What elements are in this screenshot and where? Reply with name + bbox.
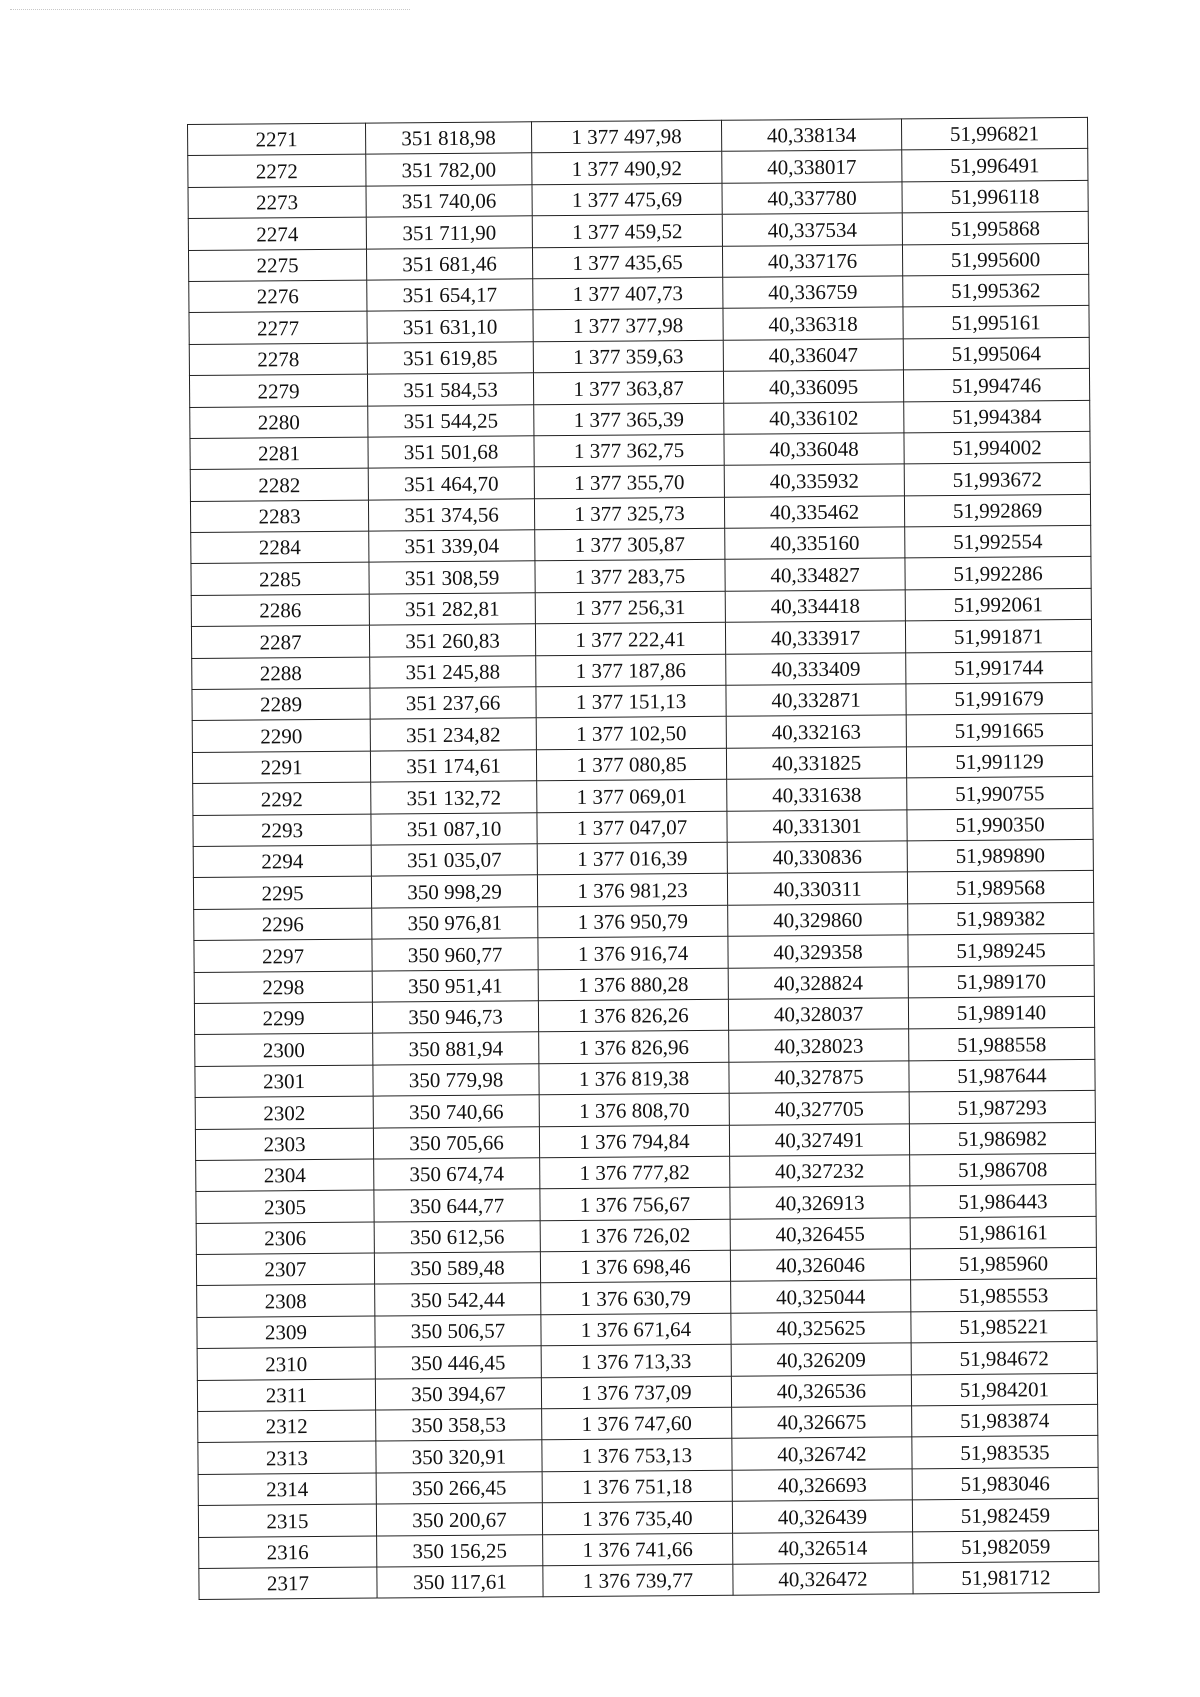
y-coordinate-cell: 1 376 739,77 <box>543 1564 733 1597</box>
longitude-cell: 51,991665 <box>906 714 1092 747</box>
longitude-cell: 51,996118 <box>902 180 1088 213</box>
latitude-cell: 40,336759 <box>723 276 903 309</box>
point-number-cell: 2293 <box>193 814 371 847</box>
x-coordinate-cell: 351 654,17 <box>367 279 533 312</box>
longitude-cell: 51,989568 <box>907 871 1093 904</box>
x-coordinate-cell: 351 339,04 <box>369 530 535 563</box>
y-coordinate-cell: 1 376 777,82 <box>540 1156 730 1189</box>
y-coordinate-cell: 1 376 819,38 <box>539 1062 729 1095</box>
x-coordinate-cell: 351 234,82 <box>370 718 536 751</box>
longitude-cell: 51,991129 <box>906 745 1092 778</box>
point-number-cell: 2315 <box>198 1504 376 1537</box>
x-coordinate-cell: 351 308,59 <box>369 561 535 594</box>
scan-artifact-line <box>10 9 410 10</box>
y-coordinate-cell: 1 377 187,86 <box>536 654 726 687</box>
y-coordinate-cell: 1 377 475,69 <box>532 183 722 216</box>
latitude-cell: 40,331825 <box>726 747 906 780</box>
latitude-cell: 40,334827 <box>725 558 905 591</box>
point-number-cell: 2282 <box>190 468 368 501</box>
longitude-cell: 51,985553 <box>911 1279 1097 1312</box>
point-number-cell: 2277 <box>189 311 367 344</box>
x-coordinate-cell: 351 681,46 <box>366 247 532 280</box>
longitude-cell: 51,993672 <box>904 463 1090 496</box>
y-coordinate-cell: 1 376 726,02 <box>540 1219 730 1252</box>
coordinates-table-body <box>188 117 1100 1599</box>
x-coordinate-cell: 350 506,57 <box>375 1315 541 1348</box>
point-number-cell: 2288 <box>192 657 370 690</box>
x-coordinate-cell: 350 612,56 <box>374 1220 540 1253</box>
point-number-cell: 2310 <box>197 1347 375 1380</box>
y-coordinate-cell: 1 376 698,46 <box>540 1250 730 1283</box>
longitude-cell: 51,982059 <box>913 1530 1099 1563</box>
point-number-cell: 2304 <box>196 1159 374 1192</box>
x-coordinate-cell: 351 740,06 <box>366 185 532 218</box>
point-number-cell: 2272 <box>188 154 366 187</box>
longitude-cell: 51,994002 <box>904 431 1090 464</box>
longitude-cell: 51,981712 <box>913 1561 1099 1594</box>
latitude-cell: 40,332163 <box>726 715 906 748</box>
latitude-cell: 40,328824 <box>728 966 908 999</box>
longitude-cell: 51,992869 <box>904 494 1090 527</box>
longitude-cell: 51,983535 <box>912 1436 1098 1469</box>
y-coordinate-cell: 1 377 377,98 <box>533 309 723 342</box>
longitude-cell: 51,989382 <box>908 902 1094 935</box>
latitude-cell: 40,326455 <box>730 1218 910 1251</box>
latitude-cell: 40,335462 <box>724 496 904 529</box>
point-number-cell: 2276 <box>189 280 367 313</box>
latitude-cell: 40,335160 <box>725 527 905 560</box>
y-coordinate-cell: 1 376 753,13 <box>542 1439 732 1472</box>
y-coordinate-cell: 1 376 808,70 <box>539 1093 729 1126</box>
y-coordinate-cell: 1 376 671,64 <box>541 1313 731 1346</box>
y-coordinate-cell: 1 377 325,73 <box>534 497 724 530</box>
latitude-cell: 40,327705 <box>729 1092 909 1125</box>
latitude-cell: 40,329860 <box>728 904 908 937</box>
y-coordinate-cell: 1 376 737,09 <box>541 1376 731 1409</box>
latitude-cell: 40,330311 <box>727 872 907 905</box>
y-coordinate-cell: 1 377 490,92 <box>532 152 722 185</box>
point-number-cell: 2312 <box>198 1410 376 1443</box>
point-number-cell: 2294 <box>193 845 371 878</box>
point-number-cell: 2317 <box>199 1567 377 1600</box>
y-coordinate-cell: 1 377 365,39 <box>534 403 724 436</box>
longitude-cell: 51,991679 <box>906 682 1092 715</box>
latitude-cell: 40,326439 <box>732 1500 912 1533</box>
longitude-cell: 51,985960 <box>910 1247 1096 1280</box>
x-coordinate-cell: 351 464,70 <box>368 467 534 500</box>
x-coordinate-cell: 350 542,44 <box>375 1283 541 1316</box>
longitude-cell: 51,988558 <box>909 1028 1095 1061</box>
y-coordinate-cell: 1 377 016,39 <box>537 842 727 875</box>
x-coordinate-cell: 350 156,25 <box>377 1534 543 1567</box>
point-number-cell: 2300 <box>195 1033 373 1066</box>
longitude-cell: 51,983046 <box>912 1467 1098 1500</box>
latitude-cell: 40,327875 <box>729 1061 909 1094</box>
longitude-cell: 51,989245 <box>908 934 1094 967</box>
latitude-cell: 40,325044 <box>731 1280 911 1313</box>
point-number-cell: 2290 <box>192 720 370 753</box>
latitude-cell: 40,336048 <box>724 433 904 466</box>
x-coordinate-cell: 350 200,67 <box>376 1503 542 1536</box>
longitude-cell: 51,986161 <box>910 1216 1096 1249</box>
longitude-cell: 51,990755 <box>907 777 1093 810</box>
y-coordinate-cell: 1 377 305,87 <box>535 528 725 561</box>
longitude-cell: 51,992554 <box>905 525 1091 558</box>
y-coordinate-cell: 1 377 069,01 <box>537 779 727 812</box>
latitude-cell: 40,338017 <box>722 150 902 183</box>
longitude-cell: 51,983874 <box>912 1404 1098 1437</box>
x-coordinate-cell: 351 282,81 <box>369 593 535 626</box>
latitude-cell: 40,333917 <box>725 621 905 654</box>
longitude-cell: 51,987644 <box>909 1059 1095 1092</box>
point-number-cell: 2275 <box>188 249 366 282</box>
y-coordinate-cell: 1 376 735,40 <box>542 1501 732 1534</box>
y-coordinate-cell: 1 377 102,50 <box>536 717 726 750</box>
x-coordinate-cell: 351 501,68 <box>368 436 534 469</box>
latitude-cell: 40,327232 <box>730 1155 910 1188</box>
longitude-cell: 51,994746 <box>903 369 1089 402</box>
latitude-cell: 40,326046 <box>730 1249 910 1282</box>
y-coordinate-cell: 1 376 747,60 <box>542 1407 732 1440</box>
point-number-cell: 2296 <box>194 908 372 941</box>
x-coordinate-cell: 350 976,81 <box>372 907 538 940</box>
point-number-cell: 2286 <box>191 594 369 627</box>
longitude-cell: 51,984672 <box>911 1342 1097 1375</box>
longitude-cell: 51,995064 <box>903 337 1089 370</box>
latitude-cell: 40,326209 <box>731 1343 911 1376</box>
point-number-cell: 2311 <box>197 1379 375 1412</box>
longitude-cell: 51,994384 <box>904 400 1090 433</box>
y-coordinate-cell: 1 377 283,75 <box>535 560 725 593</box>
point-number-cell: 2305 <box>196 1190 374 1223</box>
latitude-cell: 40,326536 <box>731 1374 911 1407</box>
y-coordinate-cell: 1 377 497,98 <box>531 120 721 153</box>
longitude-cell: 51,991744 <box>906 651 1092 684</box>
point-number-cell: 2298 <box>194 971 372 1004</box>
y-coordinate-cell: 1 376 981,23 <box>537 874 727 907</box>
latitude-cell: 40,331638 <box>727 778 907 811</box>
point-number-cell: 2295 <box>193 876 371 909</box>
x-coordinate-cell: 351 174,61 <box>370 750 536 783</box>
latitude-cell: 40,326514 <box>733 1531 913 1564</box>
longitude-cell: 51,991871 <box>905 620 1091 653</box>
x-coordinate-cell: 351 619,85 <box>367 342 533 375</box>
point-number-cell: 2273 <box>188 186 366 219</box>
y-coordinate-cell: 1 377 363,87 <box>533 371 723 404</box>
latitude-cell: 40,334418 <box>725 590 905 623</box>
longitude-cell: 51,995161 <box>903 306 1089 339</box>
y-coordinate-cell: 1 376 741,66 <box>543 1533 733 1566</box>
point-number-cell: 2292 <box>193 782 371 815</box>
y-coordinate-cell: 1 377 362,75 <box>534 434 724 467</box>
latitude-cell: 40,336047 <box>723 339 903 372</box>
point-number-cell: 2306 <box>196 1222 374 1255</box>
longitude-cell: 51,992061 <box>905 588 1091 621</box>
x-coordinate-cell: 350 946,73 <box>372 1001 538 1034</box>
y-coordinate-cell: 1 377 222,41 <box>535 623 725 656</box>
x-coordinate-cell: 351 245,88 <box>370 655 536 688</box>
point-number-cell: 2284 <box>191 531 369 564</box>
point-number-cell: 2314 <box>198 1473 376 1506</box>
y-coordinate-cell: 1 377 435,65 <box>532 246 722 279</box>
latitude-cell: 40,336102 <box>724 401 904 434</box>
x-coordinate-cell: 351 818,98 <box>365 122 531 155</box>
coordinates-table <box>187 117 1100 1600</box>
longitude-cell: 51,982459 <box>912 1499 1098 1532</box>
latitude-cell: 40,332871 <box>726 684 906 717</box>
x-coordinate-cell: 351 035,07 <box>371 844 537 877</box>
longitude-cell: 51,995868 <box>902 212 1088 245</box>
y-coordinate-cell: 1 377 355,70 <box>534 466 724 499</box>
latitude-cell: 40,326693 <box>732 1469 912 1502</box>
point-number-cell: 2280 <box>190 406 368 439</box>
point-number-cell: 2278 <box>189 343 367 376</box>
latitude-cell: 40,336095 <box>723 370 903 403</box>
x-coordinate-cell: 350 117,61 <box>377 1566 543 1599</box>
y-coordinate-cell: 1 377 459,52 <box>532 214 722 247</box>
latitude-cell: 40,326742 <box>732 1437 912 1470</box>
latitude-cell: 40,337780 <box>722 182 902 215</box>
longitude-cell: 51,996491 <box>902 149 1088 182</box>
point-number-cell: 2271 <box>188 123 366 156</box>
y-coordinate-cell: 1 376 826,96 <box>539 1031 729 1064</box>
y-coordinate-cell: 1 377 256,31 <box>535 591 725 624</box>
x-coordinate-cell: 350 320,91 <box>376 1440 542 1473</box>
y-coordinate-cell: 1 376 794,84 <box>539 1125 729 1158</box>
latitude-cell: 40,328023 <box>729 1029 909 1062</box>
point-number-cell: 2281 <box>190 437 368 470</box>
longitude-cell: 51,985221 <box>911 1310 1097 1343</box>
y-coordinate-cell: 1 376 630,79 <box>541 1282 731 1315</box>
point-number-cell: 2307 <box>196 1253 374 1286</box>
x-coordinate-cell: 350 881,94 <box>373 1032 539 1065</box>
latitude-cell: 40,338134 <box>721 119 901 152</box>
x-coordinate-cell: 350 960,77 <box>372 938 538 971</box>
x-coordinate-cell: 351 544,25 <box>368 404 534 437</box>
point-number-cell: 2303 <box>195 1128 373 1161</box>
y-coordinate-cell: 1 377 080,85 <box>536 748 726 781</box>
point-number-cell: 2287 <box>191 625 369 658</box>
latitude-cell: 40,326913 <box>730 1186 910 1219</box>
latitude-cell: 40,330836 <box>727 841 907 874</box>
x-coordinate-cell: 350 951,41 <box>372 969 538 1002</box>
y-coordinate-cell: 1 376 880,28 <box>538 968 728 1001</box>
x-coordinate-cell: 350 358,53 <box>376 1409 542 1442</box>
point-number-cell: 2313 <box>198 1441 376 1474</box>
longitude-cell: 51,986708 <box>910 1153 1096 1186</box>
latitude-cell: 40,331301 <box>727 809 907 842</box>
latitude-cell: 40,327491 <box>729 1123 909 1156</box>
x-coordinate-cell: 351 087,10 <box>371 812 537 845</box>
latitude-cell: 40,329358 <box>728 935 908 968</box>
latitude-cell: 40,325625 <box>731 1312 911 1345</box>
x-coordinate-cell: 350 446,45 <box>375 1346 541 1379</box>
latitude-cell: 40,328037 <box>728 998 908 1031</box>
x-coordinate-cell: 351 237,66 <box>370 687 536 720</box>
latitude-cell: 40,326472 <box>733 1563 913 1596</box>
x-coordinate-cell: 350 705,66 <box>373 1126 539 1159</box>
x-coordinate-cell: 351 260,83 <box>369 624 535 657</box>
x-coordinate-cell: 351 374,56 <box>368 498 534 531</box>
point-number-cell: 2289 <box>192 688 370 721</box>
longitude-cell: 51,989170 <box>908 965 1094 998</box>
table-row <box>199 1561 1099 1599</box>
point-number-cell: 2301 <box>195 1065 373 1098</box>
x-coordinate-cell: 350 589,48 <box>374 1252 540 1285</box>
latitude-cell: 40,333409 <box>726 653 906 686</box>
point-number-cell: 2283 <box>190 500 368 533</box>
longitude-cell: 51,987293 <box>909 1091 1095 1124</box>
latitude-cell: 40,326675 <box>732 1406 912 1439</box>
y-coordinate-cell: 1 377 359,63 <box>533 340 723 373</box>
point-number-cell: 2308 <box>197 1285 375 1318</box>
longitude-cell: 51,986982 <box>909 1122 1095 1155</box>
longitude-cell: 51,986443 <box>910 1185 1096 1218</box>
point-number-cell: 2285 <box>191 563 369 596</box>
point-number-cell: 2302 <box>195 1096 373 1129</box>
point-number-cell: 2291 <box>192 751 370 784</box>
point-number-cell: 2299 <box>194 1002 372 1035</box>
x-coordinate-cell: 351 711,90 <box>366 216 532 249</box>
point-number-cell: 2279 <box>189 374 367 407</box>
point-number-cell: 2297 <box>194 939 372 972</box>
longitude-cell: 51,995600 <box>902 243 1088 276</box>
point-number-cell: 2316 <box>199 1536 377 1569</box>
latitude-cell: 40,337534 <box>722 213 902 246</box>
x-coordinate-cell: 350 779,98 <box>373 1063 539 1096</box>
point-number-cell: 2274 <box>188 217 366 250</box>
longitude-cell: 51,989140 <box>908 996 1094 1029</box>
x-coordinate-cell: 350 998,29 <box>371 875 537 908</box>
latitude-cell: 40,335932 <box>724 464 904 497</box>
x-coordinate-cell: 350 740,66 <box>373 1095 539 1128</box>
latitude-cell: 40,337176 <box>722 244 902 277</box>
longitude-cell: 51,989890 <box>907 839 1093 872</box>
y-coordinate-cell: 1 376 751,18 <box>542 1470 732 1503</box>
x-coordinate-cell: 350 644,77 <box>374 1189 540 1222</box>
y-coordinate-cell: 1 376 756,67 <box>540 1188 730 1221</box>
x-coordinate-cell: 351 584,53 <box>367 373 533 406</box>
longitude-cell: 51,995362 <box>903 274 1089 307</box>
x-coordinate-cell: 351 631,10 <box>367 310 533 343</box>
y-coordinate-cell: 1 376 826,26 <box>538 999 728 1032</box>
x-coordinate-cell: 351 132,72 <box>371 781 537 814</box>
y-coordinate-cell: 1 376 713,33 <box>541 1344 731 1377</box>
x-coordinate-cell: 350 394,67 <box>375 1377 541 1410</box>
y-coordinate-cell: 1 376 916,74 <box>538 936 728 969</box>
x-coordinate-cell: 351 782,00 <box>366 153 532 186</box>
longitude-cell: 51,996821 <box>901 117 1087 150</box>
x-coordinate-cell: 350 266,45 <box>376 1472 542 1505</box>
y-coordinate-cell: 1 377 407,73 <box>533 277 723 310</box>
x-coordinate-cell: 350 674,74 <box>374 1158 540 1191</box>
y-coordinate-cell: 1 376 950,79 <box>538 905 728 938</box>
latitude-cell: 40,336318 <box>723 307 903 340</box>
y-coordinate-cell: 1 377 047,07 <box>537 811 727 844</box>
longitude-cell: 51,990350 <box>907 808 1093 841</box>
point-number-cell: 2309 <box>197 1316 375 1349</box>
y-coordinate-cell: 1 377 151,13 <box>536 685 726 718</box>
longitude-cell: 51,992286 <box>905 557 1091 590</box>
longitude-cell: 51,984201 <box>911 1373 1097 1406</box>
